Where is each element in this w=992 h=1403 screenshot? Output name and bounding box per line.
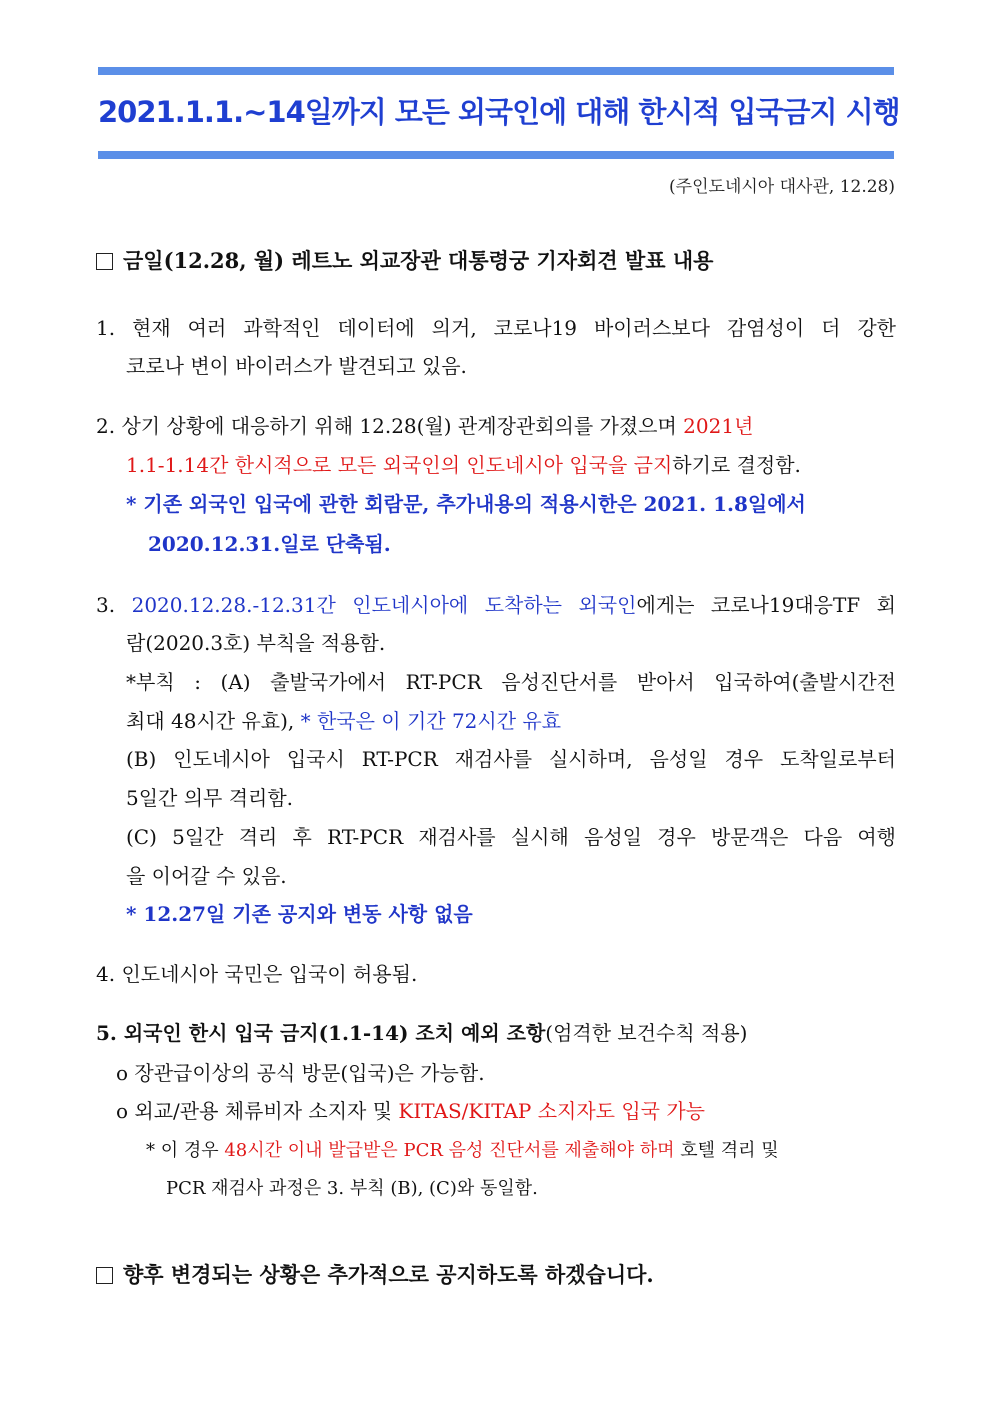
item5-note-highlight: 48시간 이내 발급받은 PCR 음성 진단서를 제출해야 하며 — [224, 1140, 675, 1161]
title-bottom-bar — [98, 151, 894, 159]
item3-line1 — [96, 593, 896, 617]
item4-line1: 4. 인도네시아 국민은 입국이 허용됨. — [96, 962, 418, 986]
item5-note-suffix: 호텔 격리 및 — [674, 1140, 779, 1161]
page-title: 2021.1.1.~14일까지 모든 외국인에 대해 한시적 입국금지 시행 — [98, 95, 900, 129]
section1-heading — [96, 249, 713, 273]
section1-heading-text: 금일(12.28, 월) 레트노 외교장관 대통령궁 기자회견 발표 내용 — [123, 248, 714, 273]
item3-line4 — [126, 709, 561, 733]
item2-line2-highlight: 1.1-1.14간 한시적으로 모든 외국인의 인도네시아 입국을 금지 — [126, 453, 673, 477]
item5-note-prefix: * 이 경우 — [146, 1140, 225, 1161]
item5-sub2 — [116, 1099, 705, 1123]
item5-sub1: o 장관급이상의 공식 방문(입국)은 가능함. — [116, 1061, 485, 1085]
item2-note-line2: 2020.12.31.일로 단축됨. — [148, 532, 391, 556]
item3-line4-text: 최대 48시간 유효), — [126, 709, 301, 733]
item2-line2 — [126, 453, 801, 477]
item3-line4-highlight: * 한국은 이 기간 72시간 유효 — [300, 709, 562, 733]
item2-note-line1: * 기존 외국인 입국에 관한 회람문, 추가내용의 적용시한은 2021. 1.8일에서 — [126, 492, 806, 516]
item5-sub2-text: o 외교/관용 체류비자 소지자 및 — [116, 1099, 399, 1123]
item3-line3: *부칙 : (A) 출발국가에서 RT-PCR 음성진단서를 받아서 입국하여(출발시간전 — [126, 670, 896, 694]
item2-line1-text: 2. 상기 상황에 대응하기 위해 12.28(월) 관계장관회의를 가졌으며 — [96, 414, 684, 438]
item3-line5: (B) 인도네시아 입국시 RT-PCR 재검사를 실시하며, 음성일 경우 도착일로부터 — [126, 747, 896, 771]
item5-heading-suffix: (엄격한 보건수칙 적용) — [545, 1021, 748, 1045]
item5-sub2-highlight: KITAS/KITAP 소지자도 입국 가능 — [398, 1099, 705, 1123]
item2-line1-highlight: 2021년 — [683, 414, 754, 438]
checkbox-square-icon — [96, 1267, 113, 1284]
item5-note-line1 — [146, 1139, 779, 1163]
item5-line1 — [96, 1021, 747, 1045]
item2-line2-text: 하기로 결정함. — [672, 453, 801, 477]
item1-line2: 코로나 변이 바이러스가 발견되고 있음. — [126, 354, 467, 378]
item3-line2: 람(2020.3호) 부칙을 적용함. — [126, 631, 386, 655]
item3-line6: 5일간 의무 격리함. — [126, 786, 294, 810]
item2-line1 — [96, 414, 753, 438]
item3-line8: 을 이어갈 수 있음. — [126, 864, 287, 888]
item3-number: 3. — [96, 593, 132, 617]
section2-heading — [96, 1263, 654, 1287]
item3-note: * 12.27일 기존 공지와 변동 사항 없음 — [126, 902, 473, 926]
item5-heading: 5. 외국인 한시 입국 금지(1.1-14) 조치 예외 조항 — [96, 1021, 546, 1045]
checkbox-square-icon — [96, 253, 113, 270]
section2-heading-text: 향후 변경되는 상황은 추가적으로 공지하도록 하겠습니다. — [123, 1262, 654, 1287]
item5-note-line2: PCR 재검사 과정은 3. 부칙 (B), (C)와 동일함. — [166, 1178, 538, 1199]
item3-line1-highlight: 2020.12.28.-12.31간 인도네시아에 도착하는 외국인 — [131, 593, 637, 617]
item3-line7: (C) 5일간 격리 후 RT-PCR 재검사를 실시해 음성일 경우 방문객은 다음 여행 — [126, 825, 896, 849]
item3-line1-text: 에게는 코로나19대응TF 회 — [636, 593, 896, 617]
source-note: (주인도네시아 대사관, 12.28) — [669, 177, 895, 197]
title-top-bar — [98, 67, 894, 75]
item1-line1: 1. 현재 여러 과학적인 데이터에 의거, 코로나19 바이러스보다 감염성이 더 강한 — [96, 316, 896, 340]
